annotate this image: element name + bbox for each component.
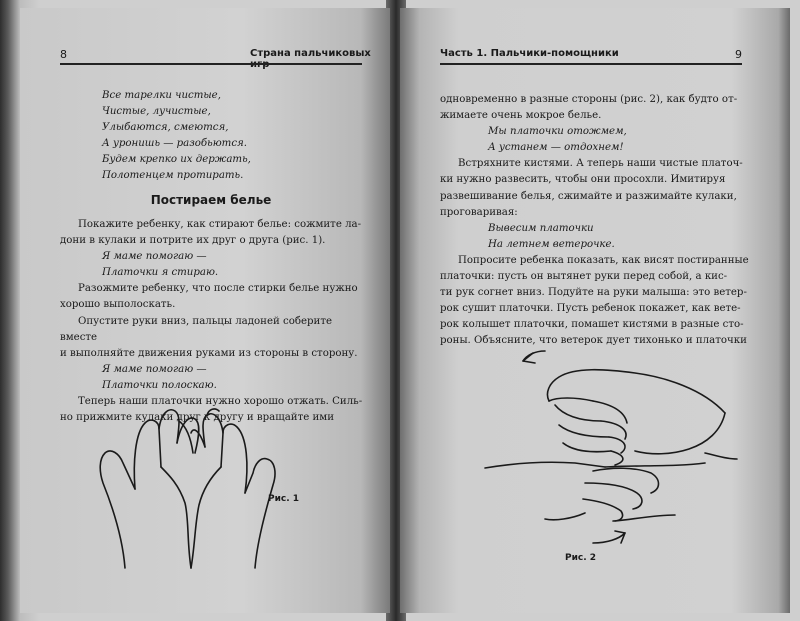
right-body [440, 92, 770, 350]
verse-line: Платочки я стираю. [102, 267, 219, 279]
text-line: платочки: пусть он вытянет руки перед собой, а кис- [440, 271, 728, 283]
figure-caption: Рис. 1 [268, 494, 300, 504]
running-head: Часть 1. Пальчики-помощники [440, 48, 619, 59]
poem-line: Все тарелки чистые, [102, 90, 221, 101]
text-line: жимаете очень мокрое белье. [440, 110, 602, 122]
right-page [400, 8, 790, 613]
left-page [20, 8, 390, 613]
text-line: дони в кулаки и потрите их друг о друга (рис. 1). [60, 235, 326, 247]
figure-caption: Рис. 2 [565, 553, 597, 563]
header-rule [440, 63, 742, 65]
text-line: Покажите ребенку, как стирают белье: сожмите ла- [78, 219, 362, 230]
poem [102, 88, 251, 185]
text-line: ки нужно развесить, чтобы они просохли. Имитируя [440, 174, 726, 186]
section-title: Постираем белье [150, 193, 272, 207]
fists-wringing-illustration [475, 343, 745, 548]
text-line: Теперь наши платочки нужно хорошо отжать. Силь- [78, 396, 363, 408]
running-head: Страна пальчиковых [250, 48, 371, 59]
text-line: Встряхните кистями. А теперь наши чистые платоч- [458, 158, 743, 170]
verse-line: Я маме помогаю — [102, 251, 207, 263]
text-line: ти рук согнет вниз. Подуйте на руки малыша: это ветер- [440, 287, 747, 299]
text-line: развешивание белья, сжимайте и разжимайте кулаки, [440, 190, 737, 202]
verse-line: Платочки полоскаю. [102, 379, 217, 391]
poem-line: Полотенцем протирать. [102, 170, 244, 182]
text-line: одновременно в разные стороны (рис. 2), как будто от- [440, 94, 738, 105]
verse-line: Я маме помогаю — [102, 363, 207, 375]
header-rule [60, 63, 362, 65]
page-number: 8 [60, 48, 67, 61]
poem-line: Чистые, лучистые, [102, 106, 211, 118]
text-line: рок колышет платочки, помашет кистями в разные сто- [440, 319, 744, 331]
page-number: 9 [735, 48, 742, 61]
hands-cupped-illustration [95, 393, 285, 573]
poem-line: Будем крепко их держать, [102, 154, 251, 166]
text-line: хорошо выполоскать. [60, 299, 176, 311]
poem-line: Улыбаются, смеются, [102, 122, 229, 134]
text-line: Разожмите ребенку, что после стирки белье нужно [78, 283, 358, 295]
poem-line: А уронишь — разобьются. [102, 138, 248, 150]
verse-line: А устанем — отдохнем! [488, 142, 624, 154]
text-line: проговаривая: [440, 206, 518, 218]
text-line: Опустите руки вниз, пальцы ладоней соберите вместе [60, 315, 332, 343]
text-line: Попросите ребенка показать, как висят постиранные [458, 254, 749, 266]
verse-line: Мы платочки отожмем, [488, 126, 627, 138]
text-line: рок сушит платочки. Пусть ребенок покажет, как вете- [440, 303, 741, 315]
text-line: но прижмите кулаки друг к другу и вращайте ими [60, 412, 334, 424]
text-line: и выполняйте движения руками из стороны в сторону. [60, 347, 358, 359]
verse-line: На летнем ветерочке. [488, 238, 615, 250]
verse-line: Вывесим платочки [488, 222, 594, 234]
text-line: роны. Объясните, что ветерок дует тихонько и платочки [440, 335, 747, 347]
